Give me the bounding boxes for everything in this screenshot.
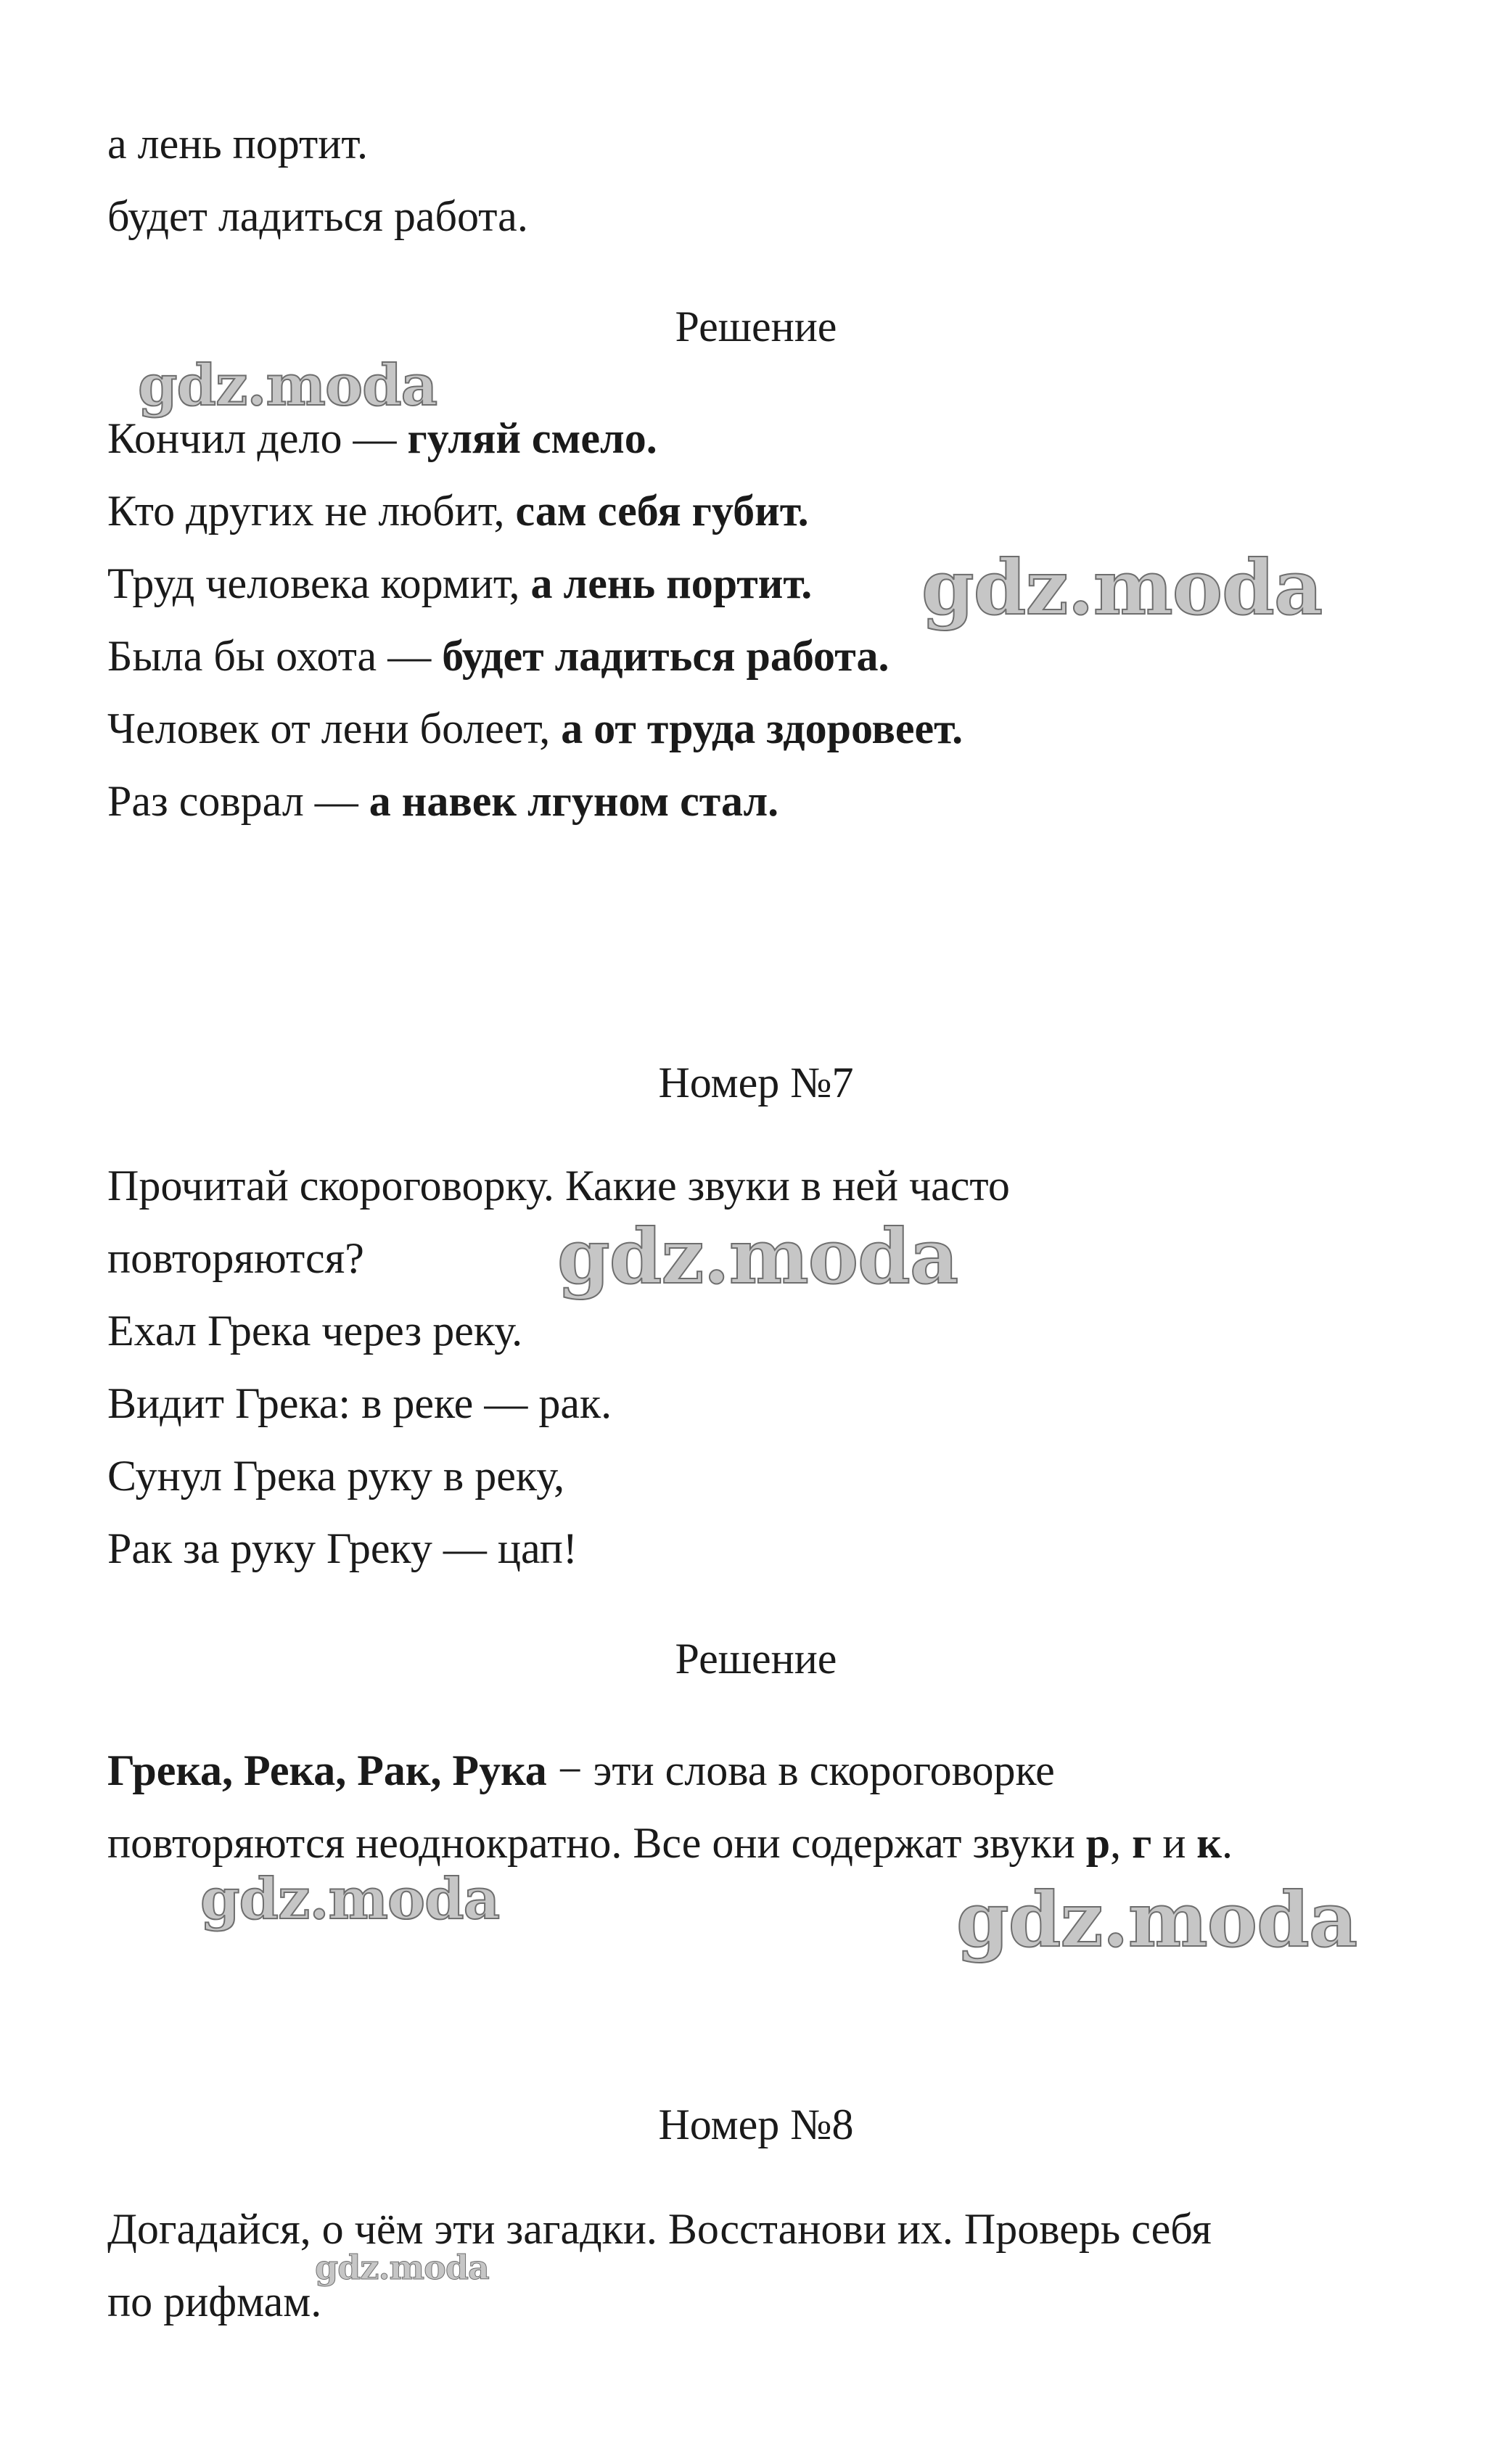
proverb-line: Кончил дело — гуляй смело. — [107, 414, 657, 462]
proverb-line: Труд человека кормит, а лень портит. — [107, 559, 813, 607]
solution-text: Грека, Река, Рак, Рука − эти слова в скороговорке — [107, 1746, 1055, 1794]
verse-line: Сунул Грека руку в реку, — [107, 1452, 565, 1500]
watermark: gdz.moda — [921, 543, 1323, 632]
text-line: а лень портит. — [107, 120, 369, 168]
watermark: gdz.moda — [138, 353, 437, 419]
watermark: gdz.moda — [557, 1212, 958, 1301]
task-prompt: Прочитай скороговорку. Какие звуки в ней часто — [107, 1162, 1010, 1210]
task-prompt: Догадайся, о чём эти загадки. Восстанови их. Проверь себя — [107, 2205, 1212, 2253]
proverb-line: Кто других не любит, сам себя губит. — [107, 487, 809, 535]
watermark: gdz.moda — [200, 1866, 500, 1932]
watermark: gdz.moda — [956, 1875, 1357, 1964]
task-prompt: по рифмам. — [107, 2278, 322, 2325]
solution-heading: Решение — [675, 303, 837, 350]
proverb-line: Раз соврал — а навек лгуном стал. — [107, 777, 779, 825]
verse-line: Ехал Грека через реку. — [107, 1307, 523, 1355]
watermark: gdz.moda — [315, 2248, 489, 2287]
proverb-line: Была бы охота — будет ладиться работа. — [107, 632, 889, 680]
solution-text: повторяются неоднократно. Все они содержат звуки р, г и к. — [107, 1819, 1233, 1867]
verse-line: Видит Грека: в реке — рак. — [107, 1379, 612, 1427]
verse-line: Рак за руку Греку — цап! — [107, 1524, 578, 1572]
task-heading: Номер №7 — [658, 1059, 854, 1107]
text-line: будет ладиться работа. — [107, 192, 528, 240]
proverb-line: Человек от лени болеет, а от труда здоровеет. — [107, 705, 964, 752]
solution-heading: Решение — [675, 1635, 837, 1683]
task-prompt: повторяются? — [107, 1234, 364, 1282]
task-heading: Номер №8 — [658, 2101, 854, 2148]
